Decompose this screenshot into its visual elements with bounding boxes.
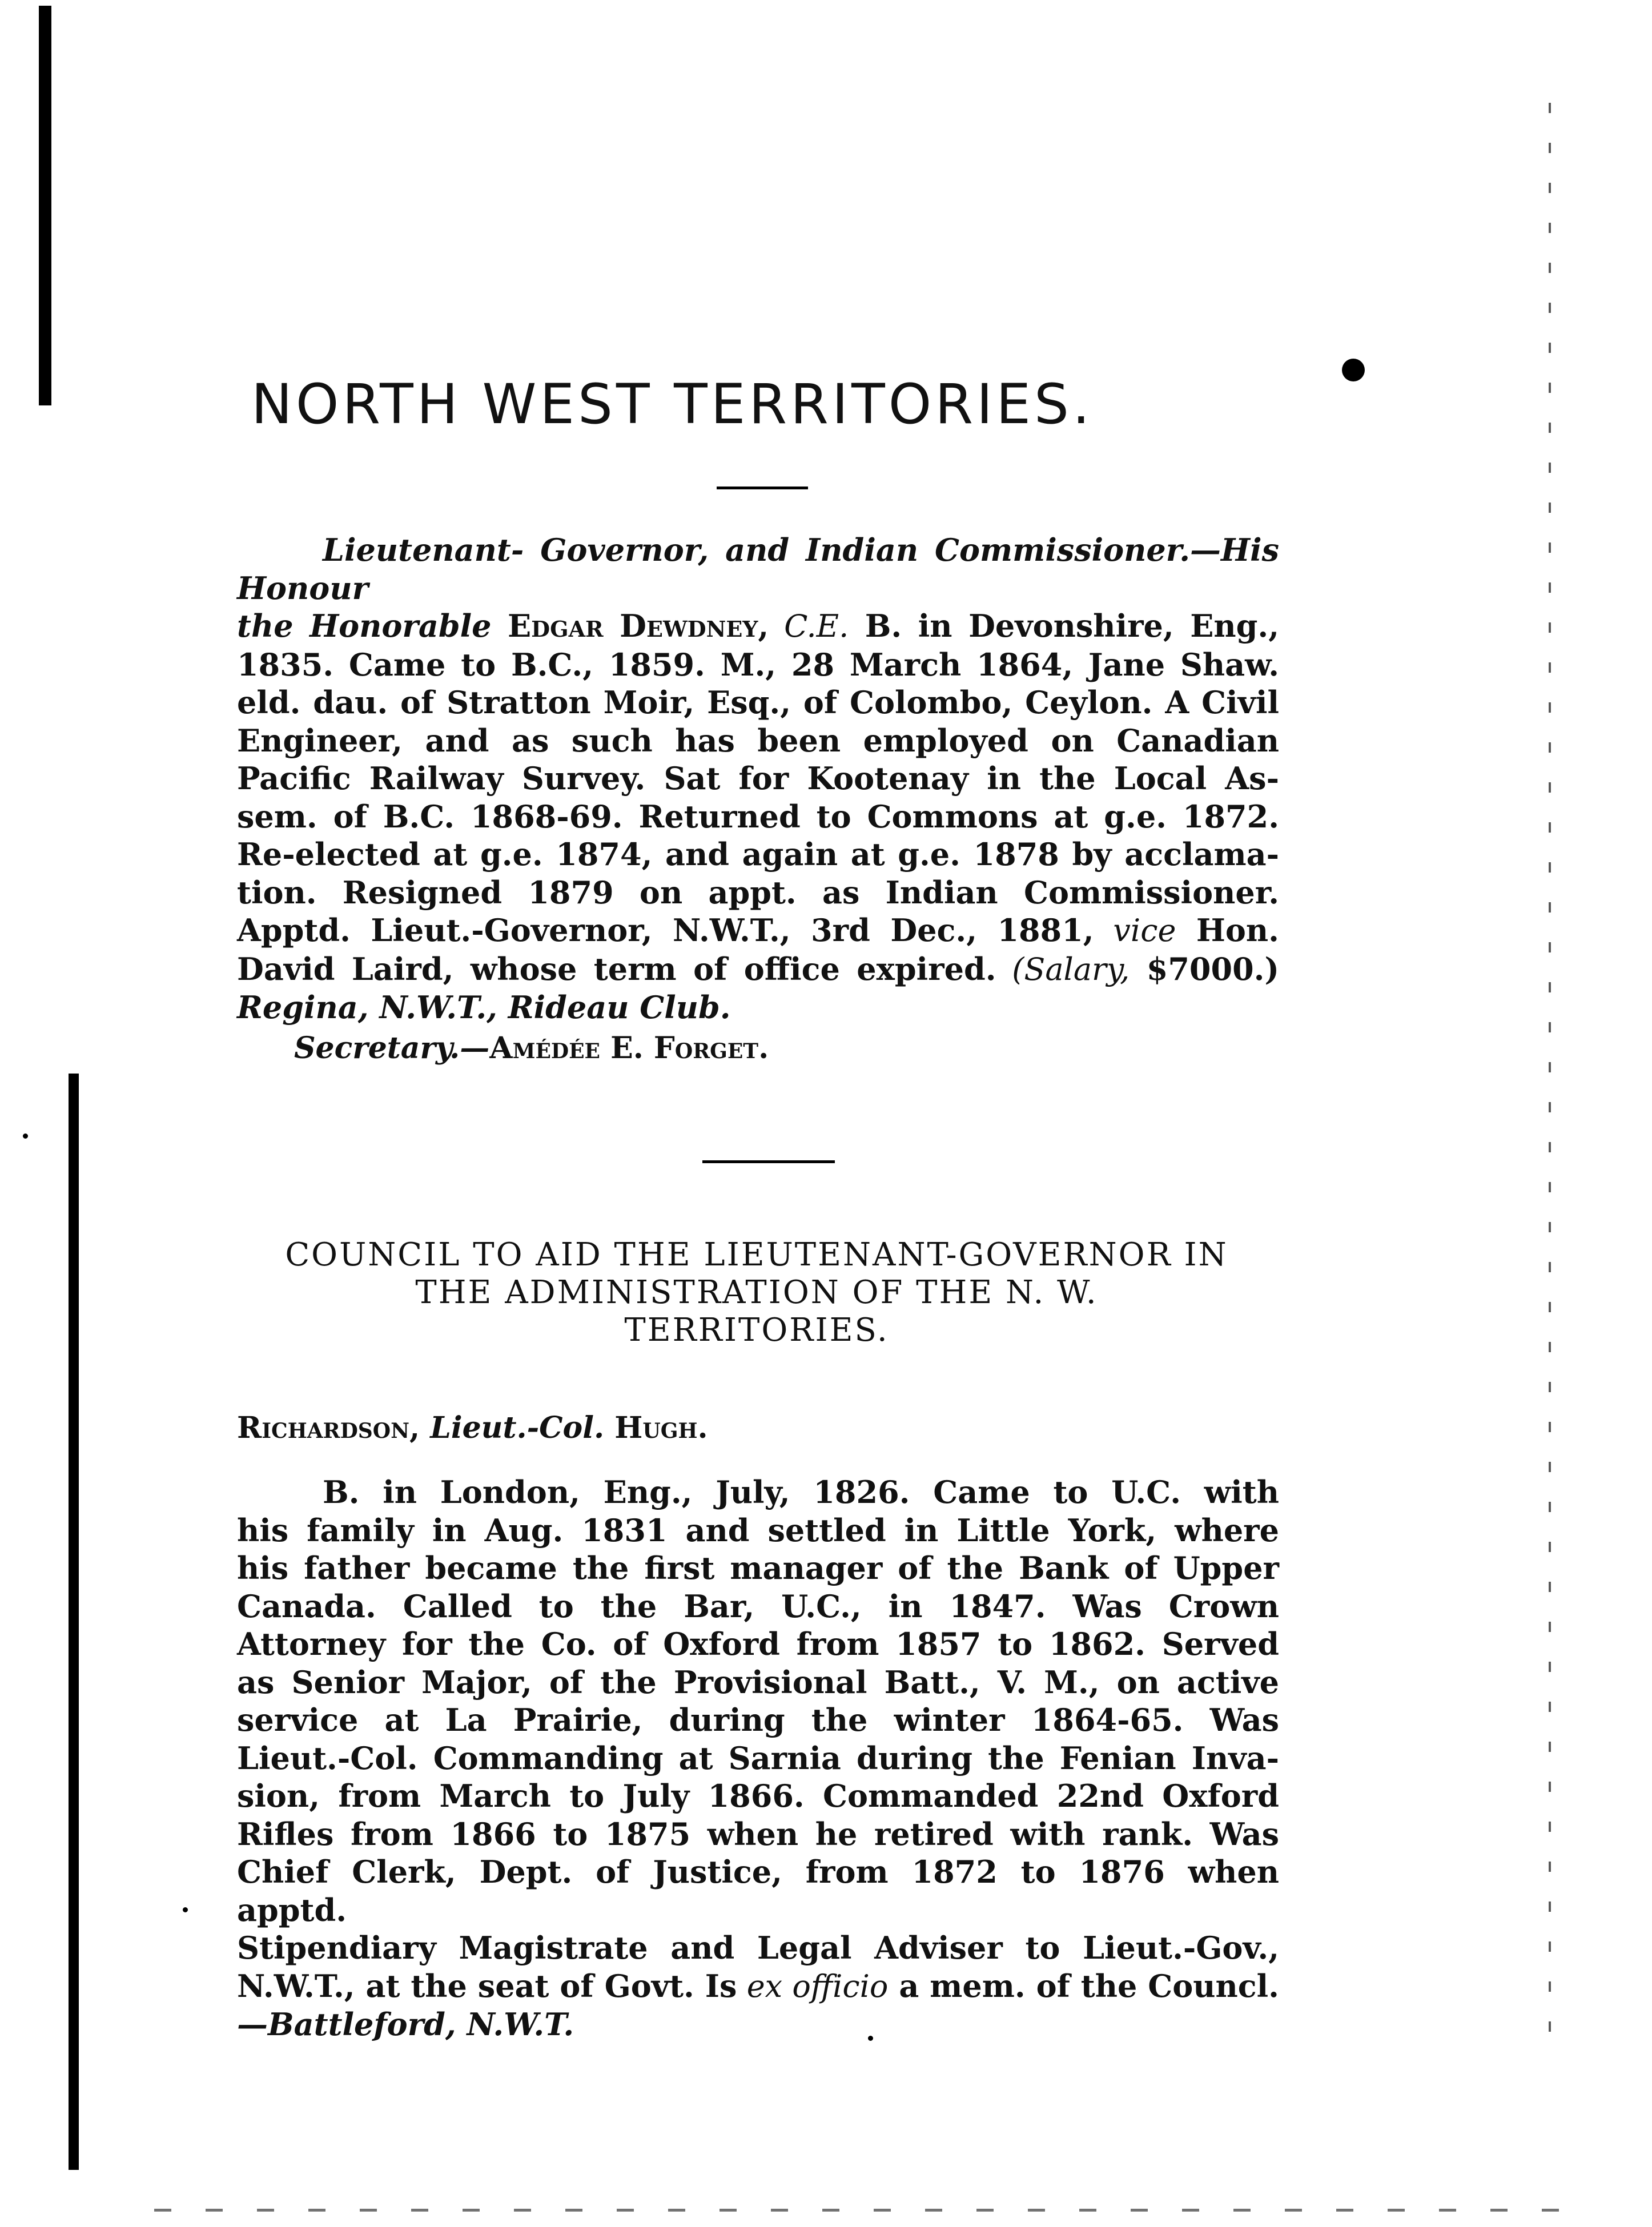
entry-line: tion. Resigned 1879 on appt. as Indian Commissioner. bbox=[237, 874, 1279, 911]
member-biography bbox=[237, 1473, 1279, 2044]
office-title: Lieutenant- Governor, and Indian Commissioner.—His Honour bbox=[237, 532, 1279, 606]
bio-line: Stipendiary Magistrate and Legal Adviser to Lieut.-Gov., bbox=[237, 1929, 1279, 1966]
lieutenant-governor-entry bbox=[237, 531, 1279, 1027]
section-heading bbox=[234, 1236, 1279, 1349]
heading-line: TERRITORIES. bbox=[624, 1312, 889, 1349]
entry-line: Re-elected at g.e. 1874, and again at g.e. 1878 by acclama- bbox=[237, 836, 1279, 873]
bio-line: Lieut.-Col. Commanding at Sarnia during the Fenian Inva- bbox=[237, 1739, 1279, 1776]
heading-line: THE ADMINISTRATION OF THE N. W. bbox=[415, 1274, 1098, 1311]
entry-line bbox=[237, 607, 1279, 646]
entry-line bbox=[237, 950, 1279, 989]
ex-officio-phrase: ex officio bbox=[737, 1968, 889, 2004]
bio-text: N.W.T., at the seat of Govt. Is bbox=[237, 1967, 737, 2004]
bio-line: Rifles from 1866 to 1875 when he retired with rank. Was bbox=[237, 1815, 1279, 1852]
scan-edge-mark bbox=[1549, 103, 1551, 2044]
vice-word: vice bbox=[1094, 912, 1176, 948]
entry-text: Hon. bbox=[1176, 912, 1279, 948]
bio-text: B. in London, Eng., July, 1826. Came to U.C. with bbox=[323, 1474, 1279, 1510]
member-address: —Battleford, N.W.T. bbox=[237, 2006, 574, 2043]
bio-line: sion, from March to July 1866. Commanded 22nd Oxford bbox=[237, 1778, 1279, 1814]
entry-text: Apptd. Lieut.-Governor, N.W.T., 3rd Dec., 1881, bbox=[237, 912, 1094, 948]
scan-edge-mark bbox=[69, 1074, 79, 2170]
bio-line: Attorney for the Co. of Oxford from 1857 to 1862. Served bbox=[237, 1626, 1279, 1662]
bio-line: service at La Prairie, during the winter 1864-65. Was bbox=[237, 1702, 1279, 1738]
entry-line bbox=[237, 531, 1279, 607]
entry-line: Pacific Railway Survey. Sat for Kootenay in the Local As- bbox=[237, 760, 1279, 797]
person-name: Edgar Dewdney, bbox=[491, 608, 769, 644]
entry-line: Engineer, and as such has been employed on Canadian bbox=[237, 722, 1279, 759]
scan-edge-mark bbox=[39, 6, 51, 405]
member-rank: Lieut.-Col. bbox=[420, 1410, 605, 1445]
bio-line bbox=[237, 1967, 1279, 2006]
salary-label: (Salary, bbox=[996, 951, 1130, 987]
divider bbox=[702, 1160, 835, 1163]
entry-text: David Laird, whose term of office expired. bbox=[237, 950, 996, 987]
bio-line: Canada. Called to the Bar, U.C., in 1847. Was Crown bbox=[237, 1587, 1279, 1625]
member-heading bbox=[237, 1410, 708, 1445]
honorific: the Honorable bbox=[237, 608, 492, 644]
member-forename: Hugh. bbox=[604, 1410, 708, 1445]
member-surname: Richardson, bbox=[237, 1410, 420, 1445]
secretary-label: Secretary.— bbox=[294, 1031, 490, 1066]
bio-line: Chief Clerk, Dept. of Justice, from 1872 to 1876 when apptd. bbox=[237, 1854, 1279, 1928]
ink-blot bbox=[1342, 359, 1365, 381]
post-nominal: C.E. bbox=[769, 608, 849, 644]
ink-speck bbox=[183, 1907, 188, 1912]
bio-line: his family in Aug. 1831 and settled in Little York, where bbox=[237, 1512, 1279, 1549]
secretary-name: Amédée E. Forget. bbox=[489, 1031, 769, 1066]
entry-line bbox=[237, 911, 1279, 950]
secretary-line bbox=[294, 1031, 769, 1066]
entry-address: Regina, N.W.T., Rideau Club. bbox=[237, 989, 731, 1026]
page-title: NORTH WEST TERRITORIES. bbox=[251, 372, 1094, 436]
bio-line: his father became the first manager of the Bank of Upper bbox=[237, 1550, 1279, 1586]
bio-line bbox=[237, 1473, 1279, 1512]
bio-line: as Senior Major, of the Provisional Batt., V. M., on active bbox=[237, 1663, 1279, 1701]
salary-value: $7000.) bbox=[1130, 950, 1279, 987]
divider bbox=[717, 487, 808, 489]
entry-line: 1835. Came to B.C., 1859. M., 28 March 1864, Jane Shaw. bbox=[237, 646, 1279, 683]
entry-line: sem. of B.C. 1868-69. Returned to Commons at g.e. 1872. bbox=[237, 798, 1279, 835]
entry-line: eld. dau. of Stratton Moir, Esq., of Colombo, Ceylon. A Civil bbox=[237, 684, 1279, 721]
ink-speck bbox=[23, 1133, 28, 1139]
heading-line: COUNCIL TO AID THE LIEUTENANT-GOVERNOR IN bbox=[285, 1236, 1228, 1273]
entry-text: B. in Devonshire, Eng., bbox=[849, 608, 1279, 644]
bio-text: a mem. of the Councl. bbox=[888, 1967, 1279, 2004]
scan-edge-mark bbox=[154, 2209, 1559, 2212]
